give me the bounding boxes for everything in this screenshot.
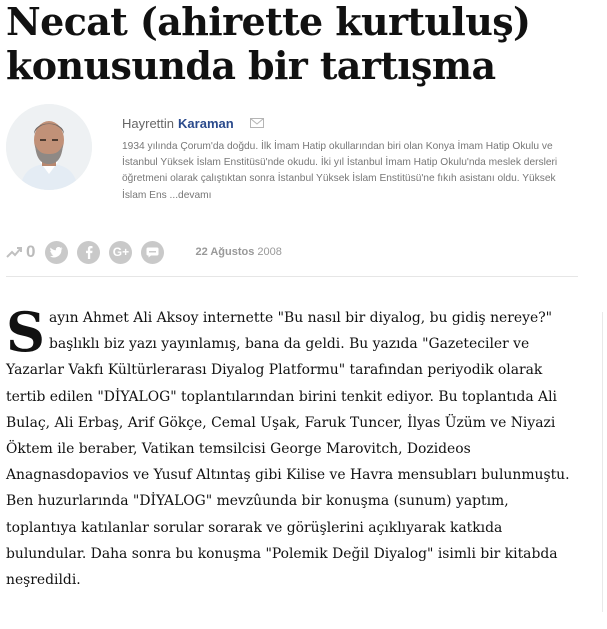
author-bio-text: 1934 yılında Çorum'da doğdu. İlk İmam Hatip okullarından biri olan Konya İmam Hatip Okulu ve İstanbul Yüksek İslam Enstitüsü'nde okudu. İki yıl İstanbul İmam Hatip Okulu'nda meslek dersleri öğretmeni olarak çalıştıktan sonra İstanbul Yüksek İslam Enstitüsü'ne fıkıh asistanı oldu. Yüksek İslam Ens ... (122, 141, 558, 201)
article-paragraph: ayın Ahmet Ali Aksoy internette "Bu nasıl bir diyalog, bu gidiş nereye?" başlıklı biz yazı yayınlamış, bana da geldi. Bu yazıda "Gazeteciler ve Yazarlar Vakfı Kültürlerarası Diyalog Platformu" tarafından periyodik olarak tertib edilen "DİYALOG" toplantılarından birini tenkit ediyor. Bu toplantıda Ali Bulaç, Ali Erbaş, Arif Gökçe, Cemal Uşak, Faruk Tuncer, İlyas Üzüm ve Niyazi Öktem ile beraber, Vatikan temsilcisi George Marovitch, Dozideos Anagnasdopavios ve Yusuf Altıntaş gibi Kilise ve Havra mensubları bulunmuştu. Ben huzurlarında "DİYALOG" mevzûunda bir konuşma (sunum) yaptım, toplantıya katılanlar sorular sorarak ve görüşlerini açıklıyarak katkıda bulundular. Daha sonra bu konuşma "Polemik Değil Diyalog" isimli bir kitabda neşredildi. (6, 310, 570, 589)
article-title: Necat (ahirette kurtuluş) konusunda bir tartışma (6, 0, 531, 88)
author-last-name[interactable]: Karaman (178, 115, 234, 131)
author-bio-more-link[interactable]: devamı (178, 189, 212, 201)
article-body (6, 300, 578, 593)
header-divider (6, 276, 578, 277)
facebook-icon[interactable] (77, 241, 100, 264)
share-count: 0 (26, 242, 36, 261)
author-avatar[interactable] (6, 104, 92, 190)
google-plus-icon[interactable]: G+ (109, 241, 132, 264)
article-date-year: 2008 (257, 246, 282, 258)
trend-icon (6, 246, 22, 258)
comment-icon[interactable] (141, 241, 164, 264)
mail-icon[interactable] (250, 118, 264, 128)
author-first-name[interactable]: Hayrettin (122, 115, 175, 131)
author-bio (122, 139, 562, 204)
author-byline (122, 114, 264, 132)
author-portrait-icon (6, 104, 92, 190)
article-dropcap: S (6, 300, 45, 364)
share-bar (6, 238, 578, 266)
sidebar-divider (602, 312, 603, 612)
twitter-icon[interactable] (45, 241, 68, 264)
article-date-day: 22 Ağustos (195, 246, 255, 258)
